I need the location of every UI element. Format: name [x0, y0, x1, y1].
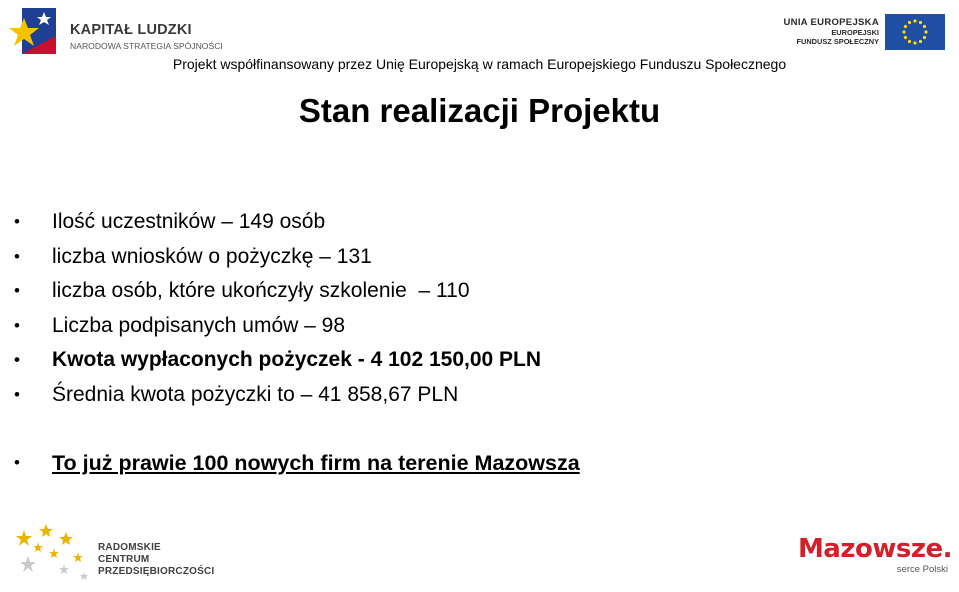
bullet-icon: • — [14, 453, 20, 472]
list-item — [0, 378, 541, 413]
eu-star-icon — [919, 21, 922, 24]
mazowsze-logo — [764, 534, 956, 582]
eu-star-icon — [908, 21, 911, 24]
kapital-ludzki-subtitle: NARODOWA STRATEGIA SPÓJNOŚCI — [70, 41, 223, 51]
rcp-line-1: RADOMSKIE — [98, 542, 161, 553]
eu-star-icon — [923, 36, 926, 39]
eu-line-3: FUNDUSZ SPOŁECZNY — [796, 37, 879, 46]
eu-logo-text — [784, 17, 879, 46]
kapital-ludzki-emblem-icon — [8, 6, 62, 58]
mazowsze-wordmark: Mazowsze. — [797, 534, 952, 564]
stars-icon — [4, 522, 96, 588]
list-item-text: Ilość uczestników – 149 osób — [52, 210, 326, 233]
eu-star-icon — [919, 40, 922, 43]
list-item-text: Średnia kwota pożyczki to – 41 858,67 PLN — [52, 382, 459, 406]
eu-line-1: UNIA EUROPEJSKA — [783, 17, 879, 28]
rcp-line-2: CENTRUM — [98, 554, 150, 565]
list-item-text: Kwota wypłaconych pożyczek - 4 102 150,00 PLN — [52, 348, 542, 371]
eu-flag-icon — [885, 14, 945, 50]
list-item — [0, 240, 541, 275]
list-item-text: liczba osób, które ukończyły szkolenie – 110 — [52, 279, 470, 302]
list-item — [0, 274, 541, 309]
bullet-icon: • — [14, 212, 20, 231]
bullet-icon: • — [14, 246, 20, 266]
eu-star-icon — [908, 40, 911, 43]
list-item-text: Liczba podpisanych umów – 98 — [52, 313, 346, 337]
eu-star-icon — [924, 30, 927, 33]
cofinancing-note: Projekt współfinansowany przez Unię Europejską w ramach Europejskiego Funduszu Społecznego — [172, 56, 787, 72]
summary-item — [0, 446, 580, 480]
list-item-text: liczba wniosków o pożyczkę – 131 — [52, 244, 372, 268]
eu-line-2: EUROPEJSKI — [831, 28, 879, 37]
rcp-line-3: PRZEDSIĘBIORCZOŚCI — [98, 566, 215, 577]
list-item — [0, 343, 541, 378]
bullet-icon: • — [14, 315, 20, 335]
kapital-ludzki-logo — [8, 6, 233, 58]
list-item — [0, 309, 541, 344]
bullet-icon: • — [14, 384, 20, 404]
eu-star-icon — [923, 25, 926, 28]
eu-star-icon — [913, 41, 916, 44]
rcp-logo — [4, 520, 229, 590]
bullet-icon: • — [14, 350, 20, 369]
slide-title: Stan realizacji Projektu — [298, 92, 661, 129]
stats-list — [0, 205, 541, 412]
list-item — [0, 205, 541, 240]
rcp-text — [98, 542, 214, 578]
eu-logo — [770, 14, 945, 52]
eu-star-icon — [904, 25, 907, 28]
mazowsze-tagline: serce Polski — [896, 564, 948, 575]
summary-text: To już prawie 100 nowych firm na terenie Mazowsza — [52, 451, 580, 475]
eu-star-icon — [904, 36, 907, 39]
eu-star-icon — [902, 30, 905, 33]
eu-star-icon — [913, 19, 916, 22]
kapital-ludzki-title: KAPITAŁ LUDZKI — [70, 22, 192, 38]
bullet-icon: • — [14, 281, 20, 300]
